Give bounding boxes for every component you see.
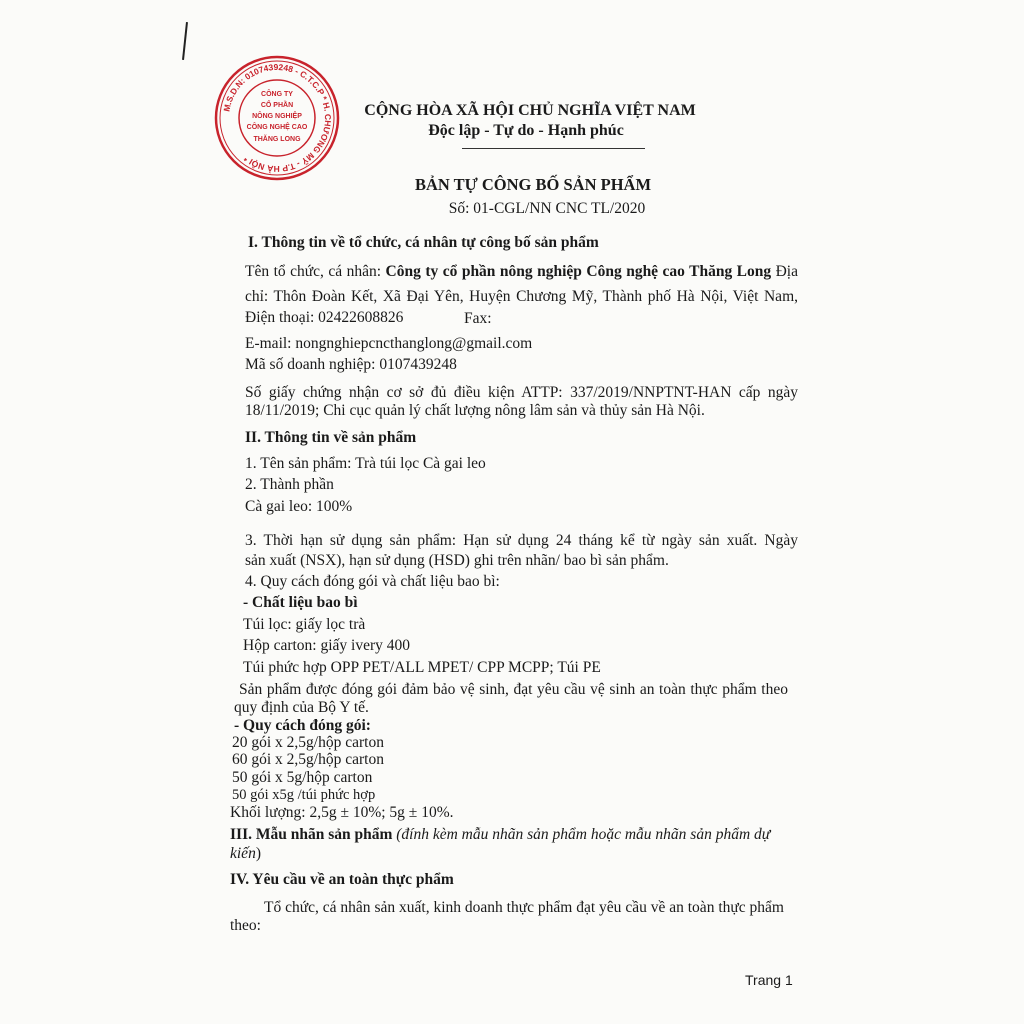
section4-heading: IV. Yêu cầu về an toàn thực phẩm [230, 871, 454, 888]
material-heading: - Chất liệu bao bì [243, 594, 358, 611]
spec-item: 20 gói x 2,5g/hộp carton [232, 734, 384, 751]
org-name: Công ty cổ phần nông nghiệp Công nghệ cao Thăng Long [385, 263, 772, 280]
section4-body: theo: [230, 917, 261, 934]
document-number: Số: 01-CGL/NN CNC TL/2020 [448, 200, 646, 217]
company-stamp [213, 54, 341, 182]
section3-title: III. Mẫu nhãn sản phẩm [230, 826, 393, 843]
spec-item: 50 gói x 5g/hộp carton [232, 769, 373, 786]
stamp-ring-text: M.S.D.N: 0107439248 - C.T.C.P * H. CHƯƠNG MỸ - T.P HÀ NỘI * [221, 61, 334, 175]
stamp-line: THĂNG LONG [253, 136, 301, 143]
spec-item: 50 gói x5g /túi phức hợp [232, 787, 376, 803]
weight: Khối lượng: 2,5g ± 10%; 5g ± 10%. [230, 804, 454, 821]
shelf-life: 3. Thời hạn sử dụng sản phẩm: Hạn sử dụng 24 tháng kể từ ngày sản xuất. Ngày [245, 532, 798, 549]
section3-note: (đính kèm mẫu nhãn sản phẩm hoặc mẫu nhãn sản phẩm dự [392, 826, 771, 843]
ingredients: Cà gai leo: 100% [245, 498, 353, 515]
phone: Điện thoại: 02422608826 [245, 309, 404, 326]
pen-mark [182, 22, 188, 60]
section3-heading [230, 826, 770, 844]
section3-note-end [230, 845, 261, 863]
motto: Độc lập - Tự do - Hạnh phúc [428, 122, 624, 139]
page-number: Trang 1 [745, 972, 793, 988]
material-item: Hộp carton: giấy ivery 400 [243, 637, 411, 654]
tax-code: Mã số doanh nghiệp: 0107439248 [245, 356, 457, 373]
packaging-label: 4. Quy cách đóng gói và chất liệu bao bì: [245, 573, 500, 590]
address: chỉ: Thôn Đoàn Kết, Xã Đại Yên, Huyện Chương Mỹ, Thành phố Hà Nội, Việt Nam, [245, 288, 798, 305]
email: E-mail: nongnghiepcncthanglong@gmail.com [245, 335, 533, 352]
hygiene-text: Sản phẩm được đóng gói đảm bảo vệ sinh, đạt yêu cầu vệ sinh an toàn thực phẩm theo [239, 681, 788, 698]
stamp-line: CỔ PHẦN [260, 102, 294, 109]
stamp-line: NÔNG NGHIỆP [252, 113, 302, 120]
org-line [245, 263, 798, 281]
cert-line: Số giấy chứng nhận cơ sở đủ điều kiện ATTP: 337/2019/NNPTNT-HAN cấp ngày [245, 384, 798, 401]
hygiene-text: quy định của Bộ Y tế. [234, 699, 369, 716]
section3-note: kiến [230, 845, 256, 862]
section3-paren: ) [255, 845, 261, 862]
section2-heading: II. Thông tin về sản phẩm [245, 429, 417, 446]
address-label-start: Địa [771, 263, 798, 280]
shelf-life: sản xuất (NSX), hạn sử dụng (HSD) ghi trên nhãn/ bao bì sản phẩm. [245, 552, 669, 569]
fax: Fax: [464, 310, 492, 327]
cert-line: 18/11/2019; Chi cục quản lý chất lượng nông lâm sản và thủy sản Hà Nội. [245, 402, 705, 419]
section1-heading: I. Thông tin về tổ chức, cá nhân tự công bố sản phẩm [248, 234, 599, 251]
section4-body: Tổ chức, cá nhân sản xuất, kinh doanh thực phẩm đạt yêu cầu về an toàn thực phẩm [264, 899, 784, 916]
material-item: Túi phức hợp OPP PET/ALL MPET/ CPP MCPP; Túi PE [243, 659, 601, 676]
stamp-line: CÔNG NGHỆ CAO [246, 124, 308, 131]
org-label: Tên tổ chức, cá nhân: [245, 263, 386, 280]
spec-heading: - Quy cách đóng gói: [234, 717, 371, 734]
country-header: CỘNG HÒA XÃ HỘI CHỦ NGHĨA VIỆT NAM [364, 102, 696, 119]
document-title: BẢN TỰ CÔNG BỐ SẢN PHẨM [414, 175, 652, 194]
header-rule [462, 148, 645, 149]
material-item: Túi lọc: giấy lọc trà [243, 616, 366, 633]
spec-item: 60 gói x 2,5g/hộp carton [232, 751, 384, 768]
ingredients-label: 2. Thành phần [245, 476, 334, 493]
stamp-line: CÔNG TY [261, 91, 293, 98]
product-name: 1. Tên sản phẩm: Trà túi lọc Cà gai leo [245, 455, 486, 472]
